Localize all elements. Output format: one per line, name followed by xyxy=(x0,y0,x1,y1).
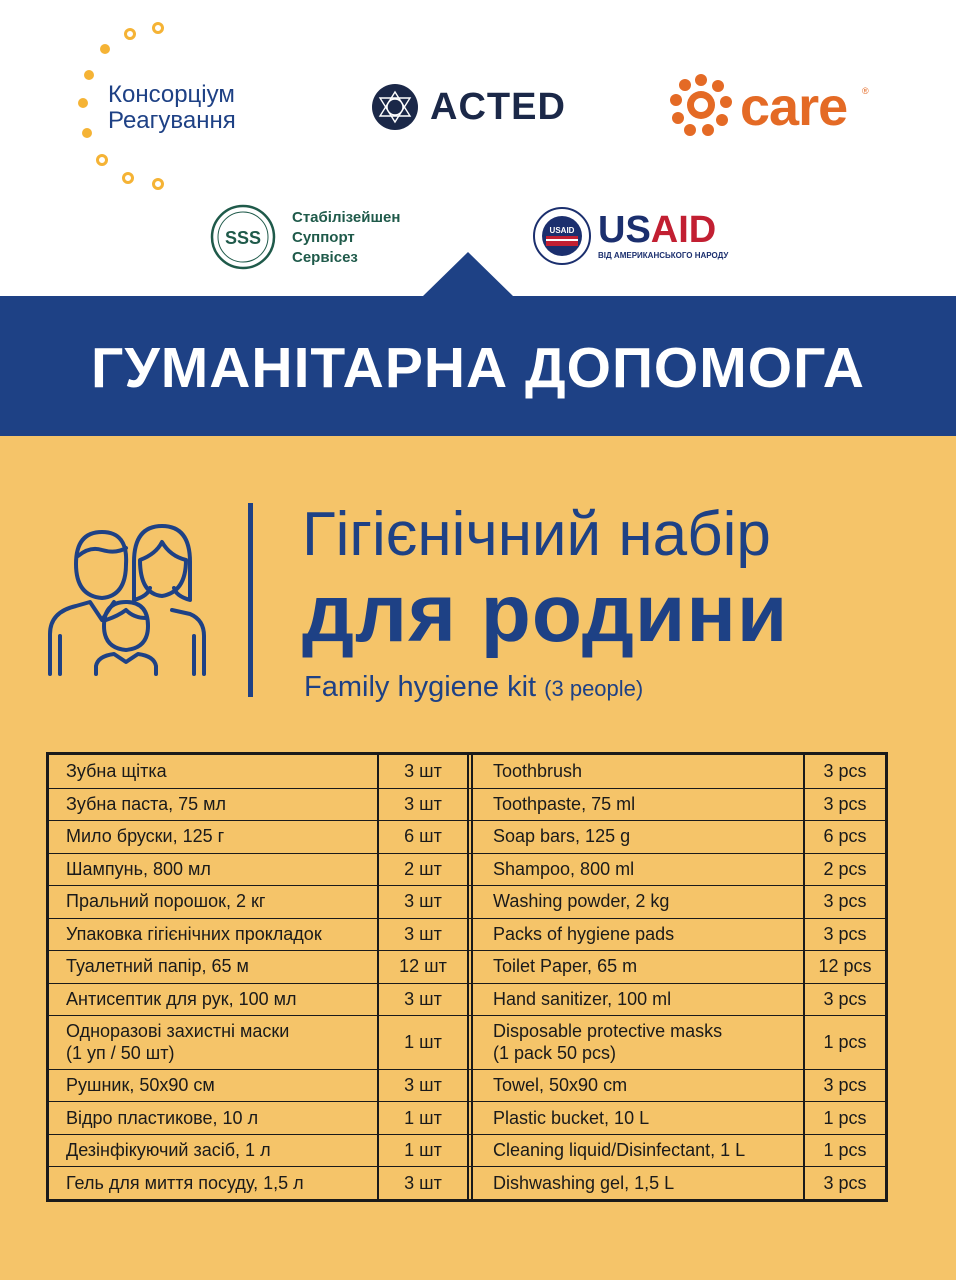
kit-title-line2: для родини xyxy=(302,568,789,659)
care-burst-icon xyxy=(668,72,734,138)
table-cell-en: Hand sanitizer, 100 ml xyxy=(493,989,672,1010)
table-cell-en: Toothbrush xyxy=(493,761,583,782)
table-cell-ua: Пральний порошок, 2 кг xyxy=(66,891,266,912)
table-row xyxy=(49,885,885,918)
table-cell-en-qty: 1 pcs xyxy=(823,1107,867,1128)
table-cell-ua-qty: 3 шт xyxy=(404,1075,442,1096)
table-cell-en-qty: 3 pcs xyxy=(823,891,867,912)
table-cell-en: Toilet Paper, 65 m xyxy=(493,956,638,977)
table-cell-en: Towel, 50x90 cm xyxy=(493,1075,628,1096)
kit-contents-table xyxy=(46,752,888,1202)
table-cell-en-qty: 1 pcs xyxy=(823,1140,867,1161)
table-cell-ua: Дезінфікуючий засіб, 1 л xyxy=(66,1140,271,1161)
table-row xyxy=(49,853,885,886)
table-cell-ua: Одноразові захистні маски (1 уп / 50 шт) xyxy=(66,1021,290,1064)
table-cell-ua-qty: 6 шт xyxy=(404,826,442,847)
table-cell-ua-qty: 3 шт xyxy=(404,793,442,814)
table-cell-en: Toothpaste, 75 ml xyxy=(493,793,636,814)
table-row xyxy=(49,1069,885,1102)
consortium-dot-icon xyxy=(82,128,92,138)
consortium-dot-icon xyxy=(152,22,164,34)
consortium-dot-icon xyxy=(152,178,164,190)
usaid-logo-text xyxy=(598,209,716,252)
table-row xyxy=(49,950,885,983)
table-cell-en: Plastic bucket, 10 L xyxy=(493,1107,650,1128)
table-row xyxy=(49,1101,885,1134)
table-row xyxy=(49,755,885,788)
usaid-aid: AID xyxy=(650,209,717,251)
consortium-line2: Реагування xyxy=(108,107,236,134)
consortium-name xyxy=(108,82,236,134)
kit-subtitle-text: Family hygiene kit xyxy=(304,671,537,703)
acted-logo-text: ACTED xyxy=(430,86,566,128)
consortium-line1: Консорціум xyxy=(108,81,235,108)
sss-name xyxy=(292,208,400,268)
banner-title: ГУМАНІТАРНА ДОПОМОГА xyxy=(91,336,865,400)
title-divider xyxy=(248,503,253,697)
table-cell-ua: Мило бруски, 125 г xyxy=(66,826,225,847)
table-cell-en-qty: 3 pcs xyxy=(823,793,867,814)
table-cell-ua-qty: 3 шт xyxy=(404,1172,442,1193)
sss-badge-icon xyxy=(210,204,276,270)
kit-subtitle xyxy=(304,670,643,706)
table-cell-ua: Гель для миття посуду, 1,5 л xyxy=(66,1172,304,1193)
table-cell-ua-qty: 2 шт xyxy=(404,858,442,879)
acted-globe-icon xyxy=(370,82,420,132)
sss-line2: Суппорт xyxy=(292,229,355,246)
consortium-dot-icon xyxy=(124,28,136,40)
table-cell-ua-qty: 3 шт xyxy=(404,923,442,944)
table-cell-en-qty: 3 pcs xyxy=(823,989,867,1010)
table-cell-en: Packs of hygiene pads xyxy=(493,923,675,944)
table-cell-ua: Відро пластикове, 10 л xyxy=(66,1107,259,1128)
table-cell-en-qty: 2 pcs xyxy=(823,858,867,879)
consortium-dot-icon xyxy=(100,44,110,54)
table-cell-ua-qty: 1 шт xyxy=(404,1107,442,1128)
table-cell-en-qty: 3 pcs xyxy=(823,923,867,944)
table-row xyxy=(49,788,885,821)
sss-line1: Стабілізейшен xyxy=(292,209,401,226)
table-cell-en: Soap bars, 125 g xyxy=(493,826,631,847)
care-registered-mark: ® xyxy=(862,86,869,96)
table-cell-ua: Зубна щітка xyxy=(66,761,167,782)
table-cell-en-qty: 12 pcs xyxy=(818,956,872,977)
usaid-seal-text: USAID xyxy=(549,226,575,235)
table-cell-en: Washing powder, 2 kg xyxy=(493,891,670,912)
table-cell-ua-qty: 3 шт xyxy=(404,761,442,782)
table-cell-ua: Упаковка гігієнічних прокладок xyxy=(66,923,322,944)
table-row xyxy=(49,918,885,951)
sss-badge-text: SSS xyxy=(224,228,262,248)
sss-line3: Сервісез xyxy=(292,249,358,266)
table-row xyxy=(49,983,885,1016)
table-cell-ua-qty: 3 шт xyxy=(404,891,442,912)
table-cell-ua: Туалетний папір, 65 м xyxy=(66,956,249,977)
usaid-us: US xyxy=(598,209,651,251)
consortium-dot-icon xyxy=(122,172,134,184)
table-cell-ua: Рушник, 50х90 см xyxy=(66,1075,215,1096)
table-cell-en-qty: 3 pcs xyxy=(823,1172,867,1193)
consortium-dot-icon xyxy=(78,98,88,108)
table-row xyxy=(49,820,885,853)
table-cell-ua-qty: 1 шт xyxy=(404,1140,442,1161)
care-logo-text: care xyxy=(740,77,848,137)
banner-notch xyxy=(422,252,514,297)
table-cell-en: Shampoo, 800 ml xyxy=(493,858,635,879)
family-icon xyxy=(46,516,208,678)
usaid-seal-icon xyxy=(532,206,592,266)
table-cell-en: Dishwashing gel, 1,5 L xyxy=(493,1172,675,1193)
table-row xyxy=(49,1134,885,1167)
table-cell-en-qty: 6 pcs xyxy=(823,826,867,847)
table-cell-en-qty: 3 pcs xyxy=(823,1075,867,1096)
table-cell-ua: Антисептик для рук, 100 мл xyxy=(66,989,297,1010)
table-cell-ua-qty: 3 шт xyxy=(404,989,442,1010)
table-row xyxy=(49,1166,885,1199)
kit-people-count: (3 people) xyxy=(544,676,644,701)
table-cell-ua: Шампунь, 800 мл xyxy=(66,858,211,879)
consortium-dot-icon xyxy=(84,70,94,80)
table-cell-en-qty: 3 pcs xyxy=(823,761,867,782)
table-cell-ua: Зубна паста, 75 мл xyxy=(66,793,227,814)
table-row xyxy=(49,1015,885,1069)
usaid-tagline: ВІД АМЕРИКАНСЬКОГО НАРОДУ xyxy=(598,251,729,260)
table-cell-ua-qty: 12 шт xyxy=(399,956,447,977)
table-cell-en-qty: 1 pcs xyxy=(823,1032,867,1053)
table-cell-en: Cleaning liquid/Disinfectant, 1 L xyxy=(493,1140,746,1161)
consortium-dot-icon xyxy=(96,154,108,166)
kit-title-line1: Гігієнічний набір xyxy=(302,500,771,569)
table-cell-en: Disposable protective masks (1 pack 50 pcs) xyxy=(493,1021,723,1064)
table-cell-ua-qty: 1 шт xyxy=(404,1032,442,1053)
